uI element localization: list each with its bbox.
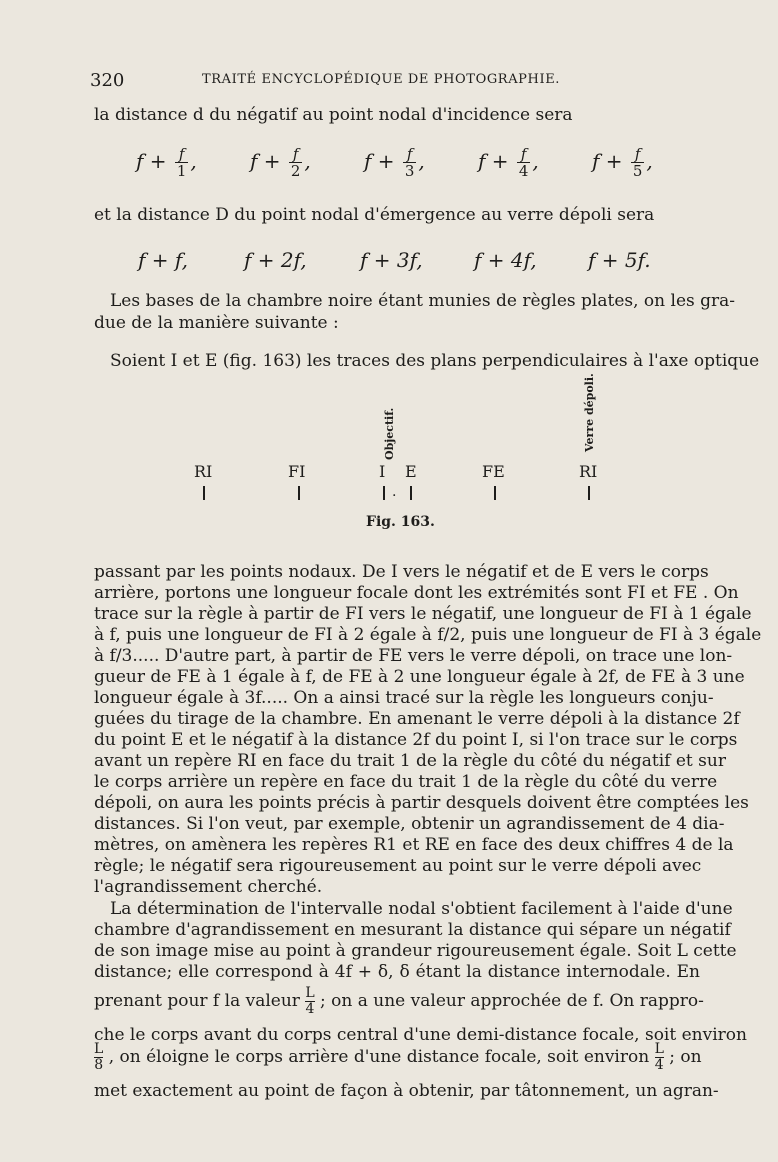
formula-incidence-2: f + $\frac{f}{2}$ ,	[250, 145, 311, 180]
emergence-line: et la distance D du point nodal d'émergence au verre dépoli sera	[94, 205, 655, 225]
figure-tick-ri-right	[588, 486, 590, 500]
paragraph3-fraction-line-2: $\frac{L}{8}$ , on éloigne le corps arrière d'une distance focale, soit environ $\frac{L}{4}$ ; on	[94, 1041, 702, 1073]
figure-label-ri-left: RI	[194, 462, 213, 481]
page-header	[90, 70, 700, 94]
paragraph3-line: chambre d'agrandissement en mesurant la distance qui sépare un négatif	[94, 920, 731, 940]
fraction-l-over-4: $\frac{L}{4}$	[305, 985, 315, 1017]
formula-emergence-4: f + 4f,	[474, 248, 537, 272]
formula-incidence-1: f + $\frac{f}{1}$ ,	[136, 145, 197, 180]
figure-screen-label: Verre dépoli.	[583, 373, 596, 452]
figure-label-ri-right: RI	[579, 462, 598, 481]
paragraph2-line: trace sur la règle à partir de FI vers le négatif, une longueur de FI à 1 égale	[94, 604, 752, 624]
paragraph2-line: arrière, portons une longueur focale dont les extrémités sont FI et FE . On	[94, 583, 739, 603]
paragraph2-line: règle; le négatif sera rigoureusement au point sur le verre dépoli avec	[94, 856, 702, 876]
paragraph2-line: longueur égale à 3f..... On a ainsi tracé sur la règle les longueurs conju-	[94, 688, 714, 708]
formula-emergence-2: f + 2f,	[244, 248, 307, 272]
paragraph2-line: du point E et le négatif à la distance 2f du point I, si l'on trace sur le corps	[94, 730, 738, 750]
paragraph2-line: à f, puis une longueur de FI à 2 égale à f/2, puis une longueur de FI à 3 égale	[94, 625, 762, 645]
paragraph2-line: passant par les points nodaux. De I vers le négatif et de E vers le corps	[94, 562, 709, 582]
formula-incidence-5: f + $\frac{f}{5}$ ,	[592, 145, 653, 180]
paragraph2-line: distances. Si l'on veut, par exemple, obtenir un agrandissement de 4 dia-	[94, 814, 725, 834]
formula-incidence-3: f + $\frac{f}{3}$ ,	[364, 145, 425, 180]
figure-objective-label: Objectif.	[383, 407, 396, 460]
figure-tick-i	[383, 486, 385, 500]
paragraph2-line: avant un repère RI en face du trait 1 de la règle du côté du négatif et sur	[94, 751, 726, 771]
figure-label-i: I	[379, 462, 386, 481]
paragraph3-line: met exactement au point de façon à obtenir, par tâtonnement, un agran-	[94, 1081, 719, 1101]
figure-tick-fe	[494, 486, 496, 500]
paragraph2-line: guées du tirage de la chambre. En amenant le verre dépoli à la distance 2f	[94, 709, 740, 729]
figure-tick-fi	[298, 486, 300, 500]
figure-tick-e	[410, 486, 412, 500]
fraction-l-over-4-b: $\frac{L}{4}$	[654, 1041, 664, 1073]
figure-nodal-dot: .	[392, 484, 397, 500]
paragraph2-line: à f/3..... D'autre part, à partir de FE vers le verre dépoli, on trace une lon-	[94, 646, 733, 666]
paragraph1-line-1: Les bases de la chambre noire étant munies de règles plates, on les gra-	[110, 291, 736, 311]
paragraph3-line: La détermination de l'intervalle nodal s'obtient facilement à l'aide d'une	[110, 899, 733, 919]
figure-label-fi: FI	[288, 462, 306, 481]
paragraph3-fraction-line: prenant pour f la valeur $\frac{L}{4}$ ; on a une valeur approchée de f. On rappro-	[94, 985, 704, 1017]
paragraph2-line: gueur de FE à 1 égale à f, de FE à 2 une longueur égale à 2f, de FE à 3 une	[94, 667, 745, 687]
figure-caption: Fig. 163.	[366, 514, 435, 530]
paragraph2-line: dépoli, on aura les points précis à partir desquels doivent être comptées les	[94, 793, 749, 813]
figure-label-e: E	[405, 462, 417, 481]
paragraph2-line: l'agrandissement cherché.	[94, 877, 323, 897]
paragraph2-line: le corps arrière un repère en face du trait 1 de la règle du côté du verre	[94, 772, 718, 792]
paragraph3-line: distance; elle correspond à 4f + δ, δ étant la distance internodale. En	[94, 962, 700, 982]
formula-emergence-1: f + f,	[138, 248, 188, 272]
paragraph3-line: de son image mise au point à grandeur rigoureusement égale. Soit L cette	[94, 941, 737, 961]
paragraph3-line: che le corps avant du corps central d'une demi-distance focale, soit environ	[94, 1025, 747, 1045]
fraction-l-over-8: $\frac{L}{8}$	[94, 1041, 104, 1073]
figure-label-fe: FE	[482, 462, 505, 481]
paragraph2-first-line: Soient I et E (fig. 163) les traces des plans perpendiculaires à l'axe optique	[110, 351, 760, 371]
formula-incidence-4: f + $\frac{f}{4}$ ,	[478, 145, 539, 180]
page-number: 320	[90, 70, 125, 91]
formula-emergence-5: f + 5f.	[588, 248, 651, 272]
figure-tick-ri-left	[203, 486, 205, 500]
running-title: TRAITÉ ENCYCLOPÉDIQUE DE PHOTOGRAPHIE.	[202, 72, 561, 87]
formula-emergence-3: f + 3f,	[360, 248, 423, 272]
paragraph2-line: mètres, on amènera les repères R1 et RE en face des deux chiffres 4 de la	[94, 835, 734, 855]
paragraph1-line-2: due de la manière suivante :	[94, 313, 339, 333]
intro-line: la distance d du négatif au point nodal d'incidence sera	[94, 105, 573, 125]
